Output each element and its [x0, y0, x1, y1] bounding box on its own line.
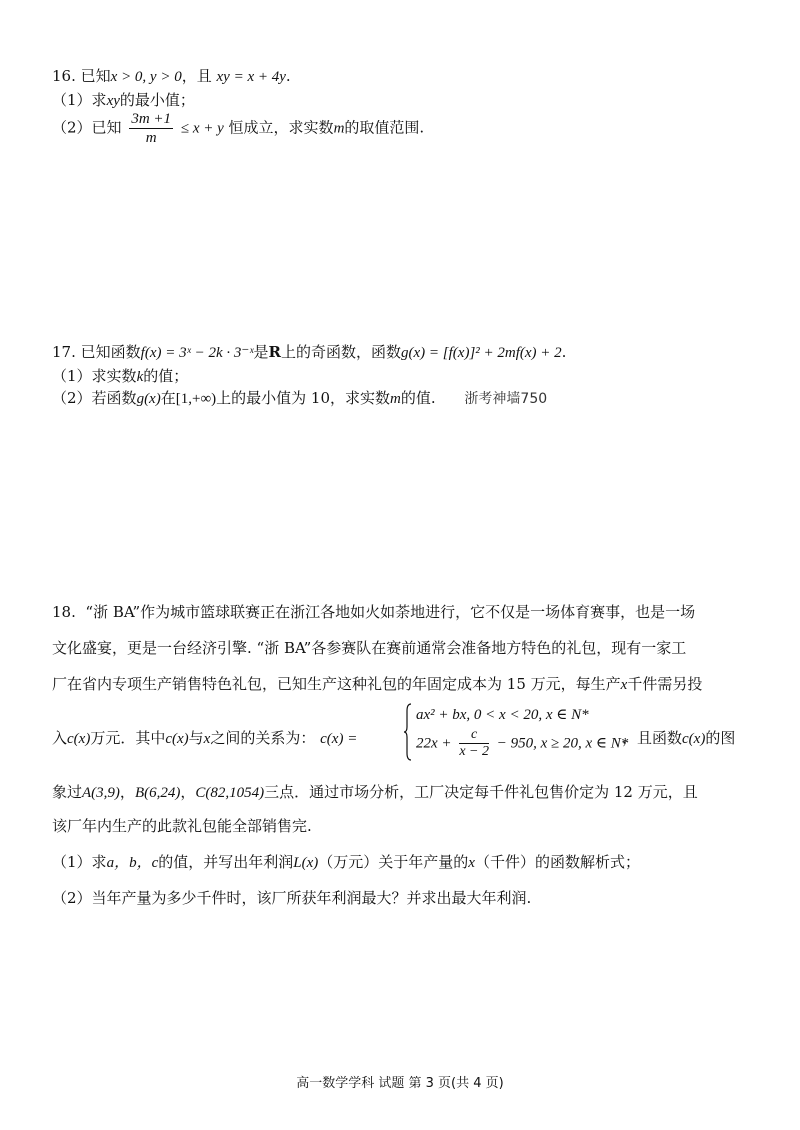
piecewise-case2: 22x + $\frac{c}{x - 2}$ − 950, x ≥ 20, x ∈ N*	[416, 727, 629, 759]
q18-line5: 象过A(3,9)，B(6,24)，C(82,1054)三点．通过市场分析，工厂决定每千件礼包售价定为 12 万元，且	[52, 783, 698, 801]
q16-fraction: $\frac{3m +1}{m}$	[131, 111, 172, 146]
brace-symbol	[404, 703, 412, 761]
q18-line1: 18. “浙 BA”作为城市篮球联赛正在浙江各地如火如荼地进行，它不仅是一场体育赛事，也是一场	[52, 603, 696, 621]
page-footer: 高一数学学科 试题 第 3 页(共 4 页)	[296, 1076, 504, 1091]
q18-line4: 入c(x)万元．其中c(x)与x之间的关系为： c(x) =	[52, 729, 358, 747]
piecewise-function	[404, 703, 629, 765]
piecewise-case1: ax² + bx, 0 < x < 20, x ∈ N*	[416, 707, 589, 723]
q16-part2: （2）已知 $\frac{3m +1}{m}$ ≤ x + y 恒成立，求实数m的取值范围.	[52, 111, 425, 146]
q18-part1: （1）求a，b，c的值，并写出年利润L(x)（万元）关于年产量的x（千件）的函数解析式；	[52, 853, 640, 871]
watermark-note: 浙考神墙750	[464, 391, 548, 407]
q16-stem: 16. 已知x > 0, y > 0，且 xy = x + 4y.	[52, 67, 291, 85]
q18-part2: （2）当年产量为多少千件时，该厂所获年利润最大？并求出最大年利润.	[52, 889, 532, 907]
q17-part2: （2）若函数g(x)在[1,+∞)上的最小值为 10，求实数m的值. 浙考神墙750	[52, 389, 548, 407]
q18-line4-tail: ，且函数c(x)的图	[622, 729, 736, 747]
q18-line6: 该厂年内生产的此款礼包能全部销售完.	[52, 817, 312, 835]
q18-line2: 文化盛宴，更是一台经济引擎. “浙 BA”各参赛队在赛前通常会准备地方特色的礼包，现有一家工	[52, 639, 687, 657]
q17-stem: 17. 已知函数f(x) = 3ˣ − 2k · 3⁻ˣ是R上的奇函数，函数g(x) = [f(x)]² + 2mf(x) + 2.	[52, 343, 567, 361]
q18-line3: 厂在省内专项生产销售特色礼包，已知生产这种礼包的年固定成本为 15 万元，每生产x千件需另投	[52, 675, 703, 693]
q16-part1: （1）求xy的最小值；	[52, 91, 195, 109]
q17-part1: （1）求实数k的值；	[52, 367, 189, 385]
